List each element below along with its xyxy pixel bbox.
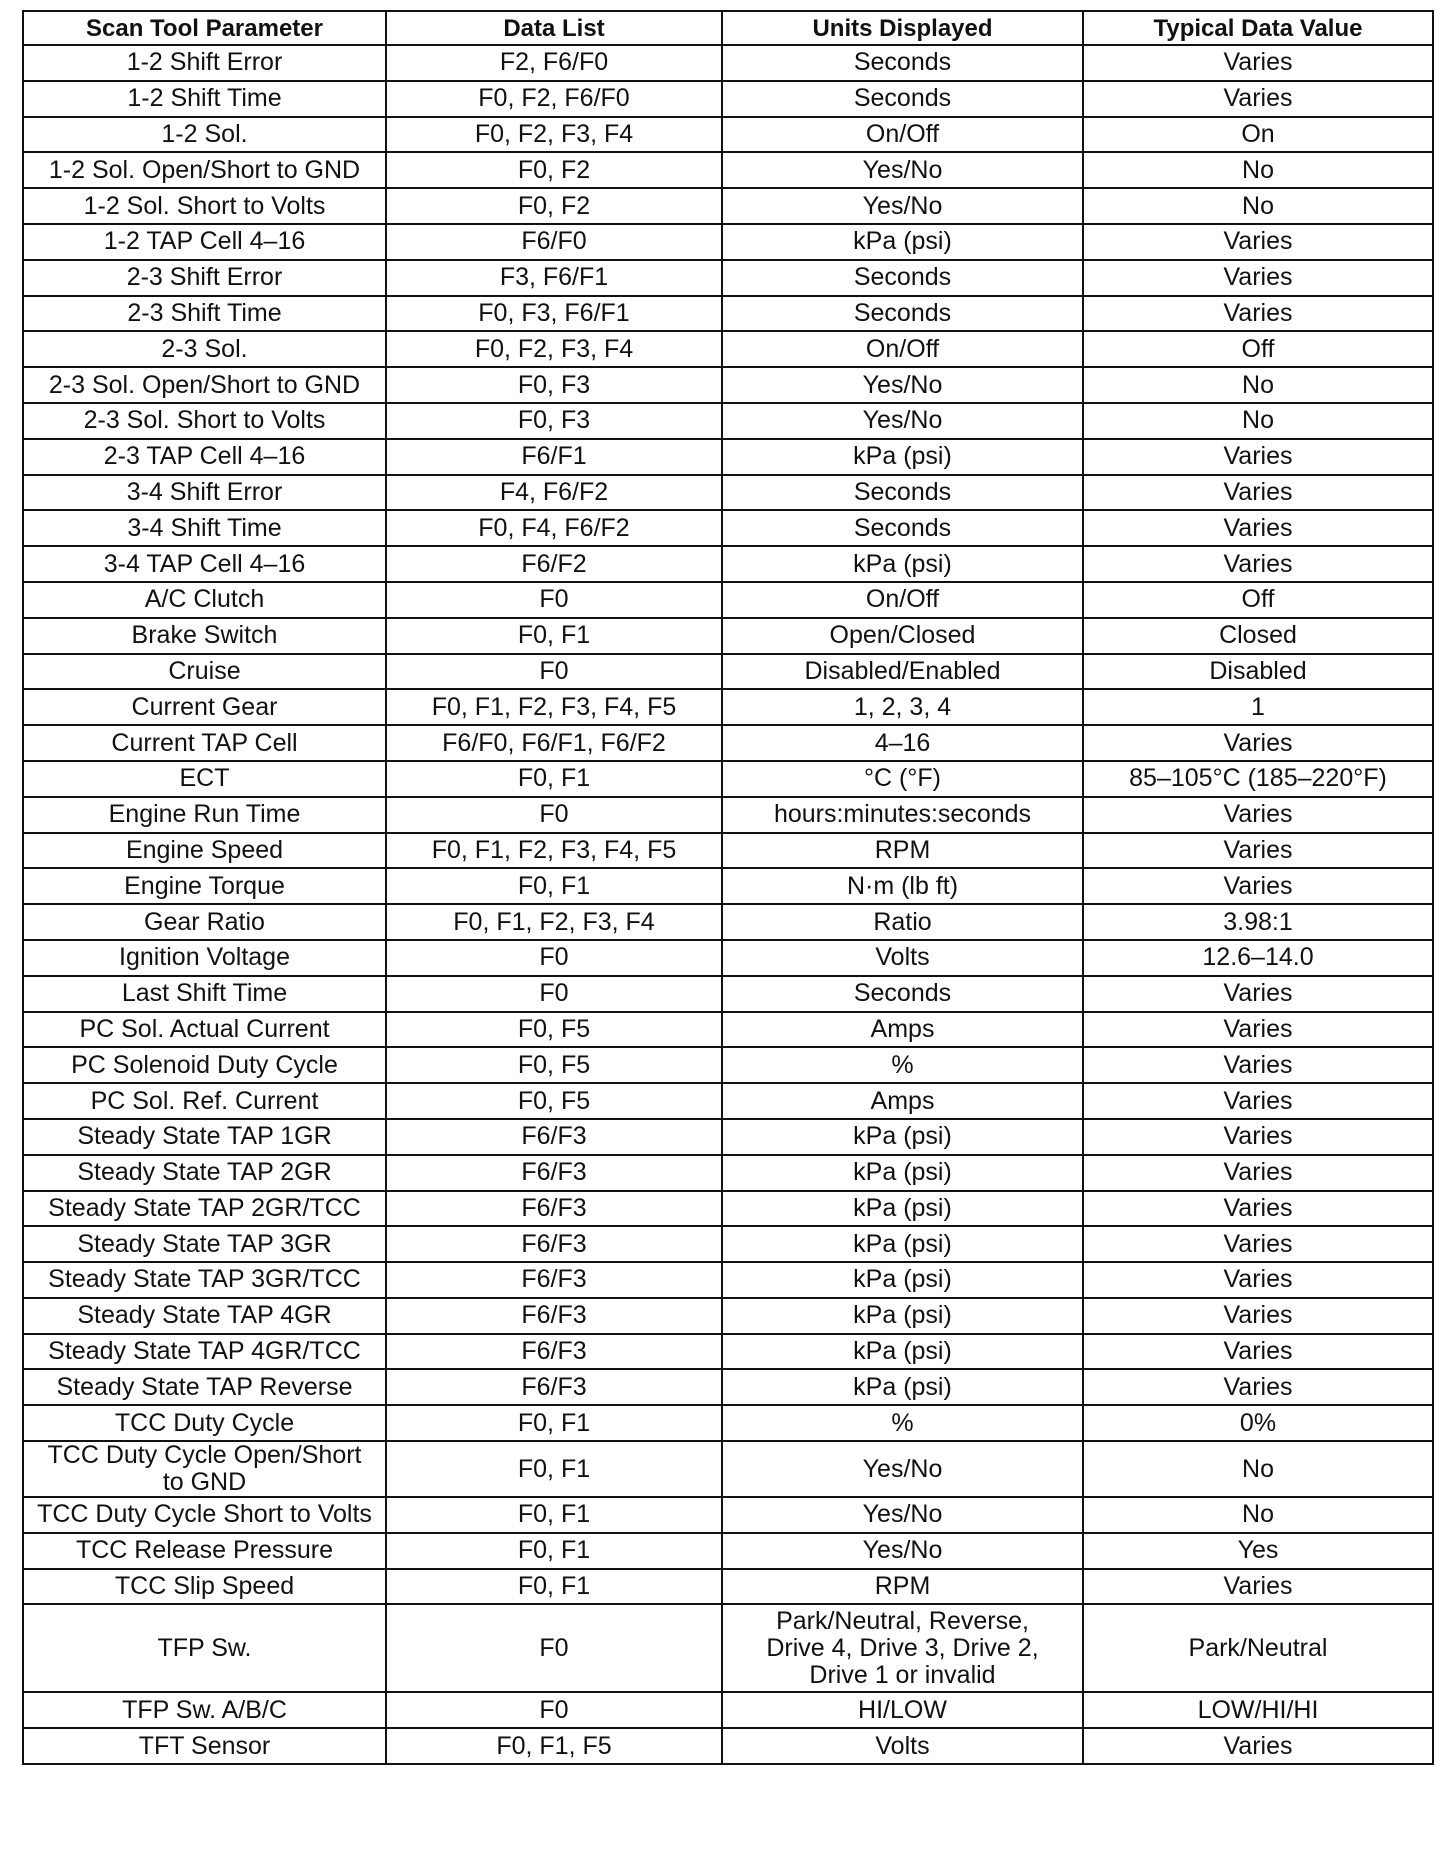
table-body [23, 45, 1433, 1764]
parameter-cell: Engine Run Time [23, 797, 386, 833]
parameter-cell: TCC Slip Speed [23, 1569, 386, 1605]
table-row [23, 1533, 1433, 1569]
table-row [23, 725, 1433, 761]
parameter-cell: PC Sol. Actual Current [23, 1012, 386, 1048]
scan-tool-data-sheet [22, 10, 1432, 1765]
data-list-cell: F6/F0 [386, 224, 722, 260]
typical-value-cell: Varies [1083, 81, 1433, 117]
data-list-cell: F0, F1, F2, F3, F4, F5 [386, 689, 722, 725]
units-cell: 4–16 [722, 725, 1083, 761]
data-list-cell: F0, F1 [386, 1405, 722, 1441]
data-list-cell: F0, F2, F6/F0 [386, 81, 722, 117]
table-row [23, 296, 1433, 332]
units-cell: kPa (psi) [722, 1262, 1083, 1298]
parameter-cell: Current TAP Cell [23, 725, 386, 761]
parameter-cell: 3-4 Shift Error [23, 475, 386, 511]
table-row [23, 1262, 1433, 1298]
parameter-cell: Ignition Voltage [23, 940, 386, 976]
units-cell: 1, 2, 3, 4 [722, 689, 1083, 725]
units-cell: RPM [722, 833, 1083, 869]
parameter-cell: TCC Release Pressure [23, 1533, 386, 1569]
parameter-cell: Brake Switch [23, 618, 386, 654]
units-cell: Seconds [722, 976, 1083, 1012]
typical-value-cell: Varies [1083, 510, 1433, 546]
data-list-cell: F0, F1 [386, 618, 722, 654]
table-row [23, 331, 1433, 367]
units-cell: On/Off [722, 331, 1083, 367]
parameter-cell: Steady State TAP 3GR [23, 1226, 386, 1262]
typical-value-cell: Varies [1083, 833, 1433, 869]
units-cell: Ratio [722, 904, 1083, 940]
units-cell: Amps [722, 1083, 1083, 1119]
units-cell: RPM [722, 1569, 1083, 1605]
typical-value-cell: 85–105°C (185–220°F) [1083, 761, 1433, 797]
table-row [23, 1334, 1433, 1370]
table-row [23, 833, 1433, 869]
parameter-cell: 1-2 Shift Error [23, 45, 386, 81]
typical-value-cell: Varies [1083, 1083, 1433, 1119]
units-cell: hours:minutes:seconds [722, 797, 1083, 833]
parameter-cell: 2-3 Sol. [23, 331, 386, 367]
data-list-cell: F0, F1, F2, F3, F4, F5 [386, 833, 722, 869]
table-row [23, 403, 1433, 439]
units-cell: Volts [722, 1728, 1083, 1764]
data-list-cell: F6/F3 [386, 1226, 722, 1262]
typical-value-cell: On [1083, 117, 1433, 153]
table-row [23, 654, 1433, 690]
data-list-cell: F0, F2 [386, 188, 722, 224]
typical-value-cell: 0% [1083, 1405, 1433, 1441]
units-cell: Yes/No [722, 367, 1083, 403]
parameter-cell: Steady State TAP 1GR [23, 1119, 386, 1155]
units-cell: Open/Closed [722, 618, 1083, 654]
parameter-cell: 1-2 Sol. [23, 117, 386, 153]
units-cell: Yes/No [722, 1497, 1083, 1533]
data-list-cell: F0, F5 [386, 1012, 722, 1048]
table-row [23, 797, 1433, 833]
typical-value-cell: Varies [1083, 797, 1433, 833]
parameter-cell: 3-4 TAP Cell 4–16 [23, 546, 386, 582]
parameter-cell: Steady State TAP Reverse [23, 1369, 386, 1405]
units-cell: kPa (psi) [722, 439, 1083, 475]
table-row [23, 224, 1433, 260]
typical-value-cell: 3.98:1 [1083, 904, 1433, 940]
typical-value-cell: Varies [1083, 1047, 1433, 1083]
table-row [23, 1047, 1433, 1083]
units-cell: Seconds [722, 260, 1083, 296]
typical-value-cell: Varies [1083, 260, 1433, 296]
typical-value-cell: Off [1083, 582, 1433, 618]
header-data-list: Data List [386, 11, 722, 45]
parameter-cell: TCC Duty Cycle [23, 1405, 386, 1441]
units-cell: kPa (psi) [722, 546, 1083, 582]
table-row [23, 1441, 1433, 1497]
data-list-cell: F0, F5 [386, 1083, 722, 1119]
parameter-cell: TFP Sw. A/B/C [23, 1692, 386, 1728]
data-list-cell: F6/F3 [386, 1334, 722, 1370]
units-cell: kPa (psi) [722, 1155, 1083, 1191]
table-row [23, 1497, 1433, 1533]
header-units-displayed: Units Displayed [722, 11, 1083, 45]
data-list-cell: F0 [386, 654, 722, 690]
table-row [23, 1012, 1433, 1048]
table-row [23, 976, 1433, 1012]
table-row [23, 1405, 1433, 1441]
data-list-cell: F0 [386, 940, 722, 976]
units-cell: kPa (psi) [722, 1191, 1083, 1227]
parameter-cell: TCC Duty Cycle Open/Short to GND [23, 1441, 386, 1497]
header-scan-tool-parameter: Scan Tool Parameter [23, 11, 386, 45]
data-list-cell: F0, F2 [386, 152, 722, 188]
data-list-cell: F4, F6/F2 [386, 475, 722, 511]
typical-value-cell: Varies [1083, 1298, 1433, 1334]
typical-value-cell: Varies [1083, 1155, 1433, 1191]
parameter-cell: TFT Sensor [23, 1728, 386, 1764]
units-cell: kPa (psi) [722, 1119, 1083, 1155]
data-list-cell: F0, F1 [386, 1441, 722, 1497]
typical-value-cell: No [1083, 1497, 1433, 1533]
table-row [23, 81, 1433, 117]
units-cell: Yes/No [722, 152, 1083, 188]
units-cell: % [722, 1405, 1083, 1441]
parameter-cell: 1-2 TAP Cell 4–16 [23, 224, 386, 260]
data-list-cell: F0 [386, 1692, 722, 1728]
units-cell: Disabled/Enabled [722, 654, 1083, 690]
table-row [23, 1569, 1433, 1605]
data-list-cell: F0, F1 [386, 868, 722, 904]
units-cell: kPa (psi) [722, 224, 1083, 260]
typical-value-cell: Varies [1083, 1728, 1433, 1764]
typical-value-cell: Varies [1083, 475, 1433, 511]
typical-value-cell: LOW/HI/HI [1083, 1692, 1433, 1728]
scan-tool-data-table [22, 10, 1434, 1765]
parameter-cell: Steady State TAP 4GR [23, 1298, 386, 1334]
parameter-cell: PC Sol. Ref. Current [23, 1083, 386, 1119]
typical-value-cell: No [1083, 1441, 1433, 1497]
data-list-cell: F0 [386, 797, 722, 833]
typical-value-cell: Varies [1083, 546, 1433, 582]
data-list-cell: F0 [386, 976, 722, 1012]
units-cell: Seconds [722, 475, 1083, 511]
table-row [23, 761, 1433, 797]
parameter-cell: Engine Torque [23, 868, 386, 904]
units-cell: Seconds [722, 510, 1083, 546]
data-list-cell: F3, F6/F1 [386, 260, 722, 296]
units-cell: Seconds [722, 296, 1083, 332]
typical-value-cell: Varies [1083, 439, 1433, 475]
units-cell: Amps [722, 1012, 1083, 1048]
data-list-cell: F6/F3 [386, 1298, 722, 1334]
header-typical-data-value: Typical Data Value [1083, 11, 1433, 45]
units-cell: kPa (psi) [722, 1334, 1083, 1370]
data-list-cell: F6/F3 [386, 1369, 722, 1405]
typical-value-cell: No [1083, 367, 1433, 403]
table-row [23, 1369, 1433, 1405]
data-list-cell: F6/F0, F6/F1, F6/F2 [386, 725, 722, 761]
units-cell: % [722, 1047, 1083, 1083]
parameter-cell: Last Shift Time [23, 976, 386, 1012]
units-cell: Seconds [722, 45, 1083, 81]
typical-value-cell: Yes [1083, 1533, 1433, 1569]
table-row [23, 188, 1433, 224]
typical-value-cell: Varies [1083, 296, 1433, 332]
table-row [23, 1692, 1433, 1728]
parameter-cell: Gear Ratio [23, 904, 386, 940]
parameter-cell: TFP Sw. [23, 1604, 386, 1692]
table-row [23, 1083, 1433, 1119]
units-cell: Yes/No [722, 403, 1083, 439]
parameter-cell: PC Solenoid Duty Cycle [23, 1047, 386, 1083]
data-list-cell: F0, F2, F3, F4 [386, 117, 722, 153]
table-row [23, 117, 1433, 153]
table-row [23, 367, 1433, 403]
parameter-cell: 2-3 Shift Time [23, 296, 386, 332]
parameter-cell: 1-2 Shift Time [23, 81, 386, 117]
parameter-cell: Current Gear [23, 689, 386, 725]
data-list-cell: F0, F3 [386, 367, 722, 403]
table-row [23, 1728, 1433, 1764]
units-cell: °C (°F) [722, 761, 1083, 797]
typical-value-cell: Closed [1083, 618, 1433, 654]
parameter-cell: 2-3 TAP Cell 4–16 [23, 439, 386, 475]
table-row [23, 260, 1433, 296]
parameter-cell: Steady State TAP 2GR/TCC [23, 1191, 386, 1227]
units-cell: kPa (psi) [722, 1369, 1083, 1405]
typical-value-cell: Varies [1083, 1334, 1433, 1370]
units-cell: HI/LOW [722, 1692, 1083, 1728]
table-row [23, 940, 1433, 976]
data-list-cell: F6/F3 [386, 1191, 722, 1227]
typical-value-cell: No [1083, 188, 1433, 224]
parameter-cell: ECT [23, 761, 386, 797]
data-list-cell: F0, F4, F6/F2 [386, 510, 722, 546]
typical-value-cell: Varies [1083, 1119, 1433, 1155]
typical-value-cell: Varies [1083, 725, 1433, 761]
table-header-row [23, 11, 1433, 45]
units-cell: kPa (psi) [722, 1298, 1083, 1334]
typical-value-cell: No [1083, 152, 1433, 188]
table-row [23, 439, 1433, 475]
data-list-cell: F0, F1 [386, 1533, 722, 1569]
typical-value-cell: No [1083, 403, 1433, 439]
units-cell: Volts [722, 940, 1083, 976]
table-row [23, 546, 1433, 582]
typical-value-cell: Varies [1083, 976, 1433, 1012]
parameter-cell: TCC Duty Cycle Short to Volts [23, 1497, 386, 1533]
typical-value-cell: Off [1083, 331, 1433, 367]
table-row [23, 1155, 1433, 1191]
units-cell: Yes/No [722, 1533, 1083, 1569]
data-list-cell: F0, F2, F3, F4 [386, 331, 722, 367]
parameter-cell: 1-2 Sol. Open/Short to GND [23, 152, 386, 188]
data-list-cell: F6/F3 [386, 1155, 722, 1191]
parameter-cell: Cruise [23, 654, 386, 690]
typical-value-cell: 1 [1083, 689, 1433, 725]
units-cell: Yes/No [722, 1441, 1083, 1497]
parameter-cell: Engine Speed [23, 833, 386, 869]
typical-value-cell: Varies [1083, 1369, 1433, 1405]
parameter-cell: Steady State TAP 4GR/TCC [23, 1334, 386, 1370]
table-row [23, 868, 1433, 904]
table-row [23, 510, 1433, 546]
data-list-cell: F0, F1 [386, 1569, 722, 1605]
typical-value-cell: Varies [1083, 1191, 1433, 1227]
typical-value-cell: Varies [1083, 1569, 1433, 1605]
data-list-cell: F0, F5 [386, 1047, 722, 1083]
table-row [23, 475, 1433, 511]
table-row [23, 618, 1433, 654]
table-row [23, 1298, 1433, 1334]
data-list-cell: F0, F1, F5 [386, 1728, 722, 1764]
data-list-cell: F0 [386, 1604, 722, 1692]
units-cell: N·m (lb ft) [722, 868, 1083, 904]
typical-value-cell: Varies [1083, 1226, 1433, 1262]
parameter-cell: 3-4 Shift Time [23, 510, 386, 546]
parameter-cell: 2-3 Shift Error [23, 260, 386, 296]
units-cell: kPa (psi) [722, 1226, 1083, 1262]
table-row [23, 904, 1433, 940]
parameter-cell: 2-3 Sol. Open/Short to GND [23, 367, 386, 403]
parameter-cell: 2-3 Sol. Short to Volts [23, 403, 386, 439]
data-list-cell: F0, F1 [386, 1497, 722, 1533]
table-row [23, 45, 1433, 81]
table-row [23, 1119, 1433, 1155]
units-cell: On/Off [722, 117, 1083, 153]
typical-value-cell: Varies [1083, 868, 1433, 904]
typical-value-cell: Varies [1083, 45, 1433, 81]
data-list-cell: F6/F2 [386, 546, 722, 582]
parameter-cell: A/C Clutch [23, 582, 386, 618]
table-row [23, 1226, 1433, 1262]
table-row [23, 582, 1433, 618]
parameter-cell: 1-2 Sol. Short to Volts [23, 188, 386, 224]
data-list-cell: F2, F6/F0 [386, 45, 722, 81]
table-row [23, 1191, 1433, 1227]
units-cell: Yes/No [722, 188, 1083, 224]
typical-value-cell: Varies [1083, 224, 1433, 260]
data-list-cell: F0, F3 [386, 403, 722, 439]
typical-value-cell: 12.6–14.0 [1083, 940, 1433, 976]
data-list-cell: F6/F3 [386, 1262, 722, 1298]
parameter-cell: Steady State TAP 3GR/TCC [23, 1262, 386, 1298]
parameter-cell: Steady State TAP 2GR [23, 1155, 386, 1191]
typical-value-cell: Varies [1083, 1012, 1433, 1048]
data-list-cell: F0, F3, F6/F1 [386, 296, 722, 332]
data-list-cell: F0, F1, F2, F3, F4 [386, 904, 722, 940]
table-row [23, 152, 1433, 188]
data-list-cell: F6/F1 [386, 439, 722, 475]
typical-value-cell: Park/Neutral [1083, 1604, 1433, 1692]
table-row [23, 1604, 1433, 1692]
units-cell: Seconds [722, 81, 1083, 117]
units-cell: Park/Neutral, Reverse, Drive 4, Drive 3, Drive 2, Drive 1 or invalid [722, 1604, 1083, 1692]
data-list-cell: F0 [386, 582, 722, 618]
data-list-cell: F6/F3 [386, 1119, 722, 1155]
typical-value-cell: Varies [1083, 1262, 1433, 1298]
data-list-cell: F0, F1 [386, 761, 722, 797]
table-row [23, 689, 1433, 725]
typical-value-cell: Disabled [1083, 654, 1433, 690]
units-cell: On/Off [722, 582, 1083, 618]
